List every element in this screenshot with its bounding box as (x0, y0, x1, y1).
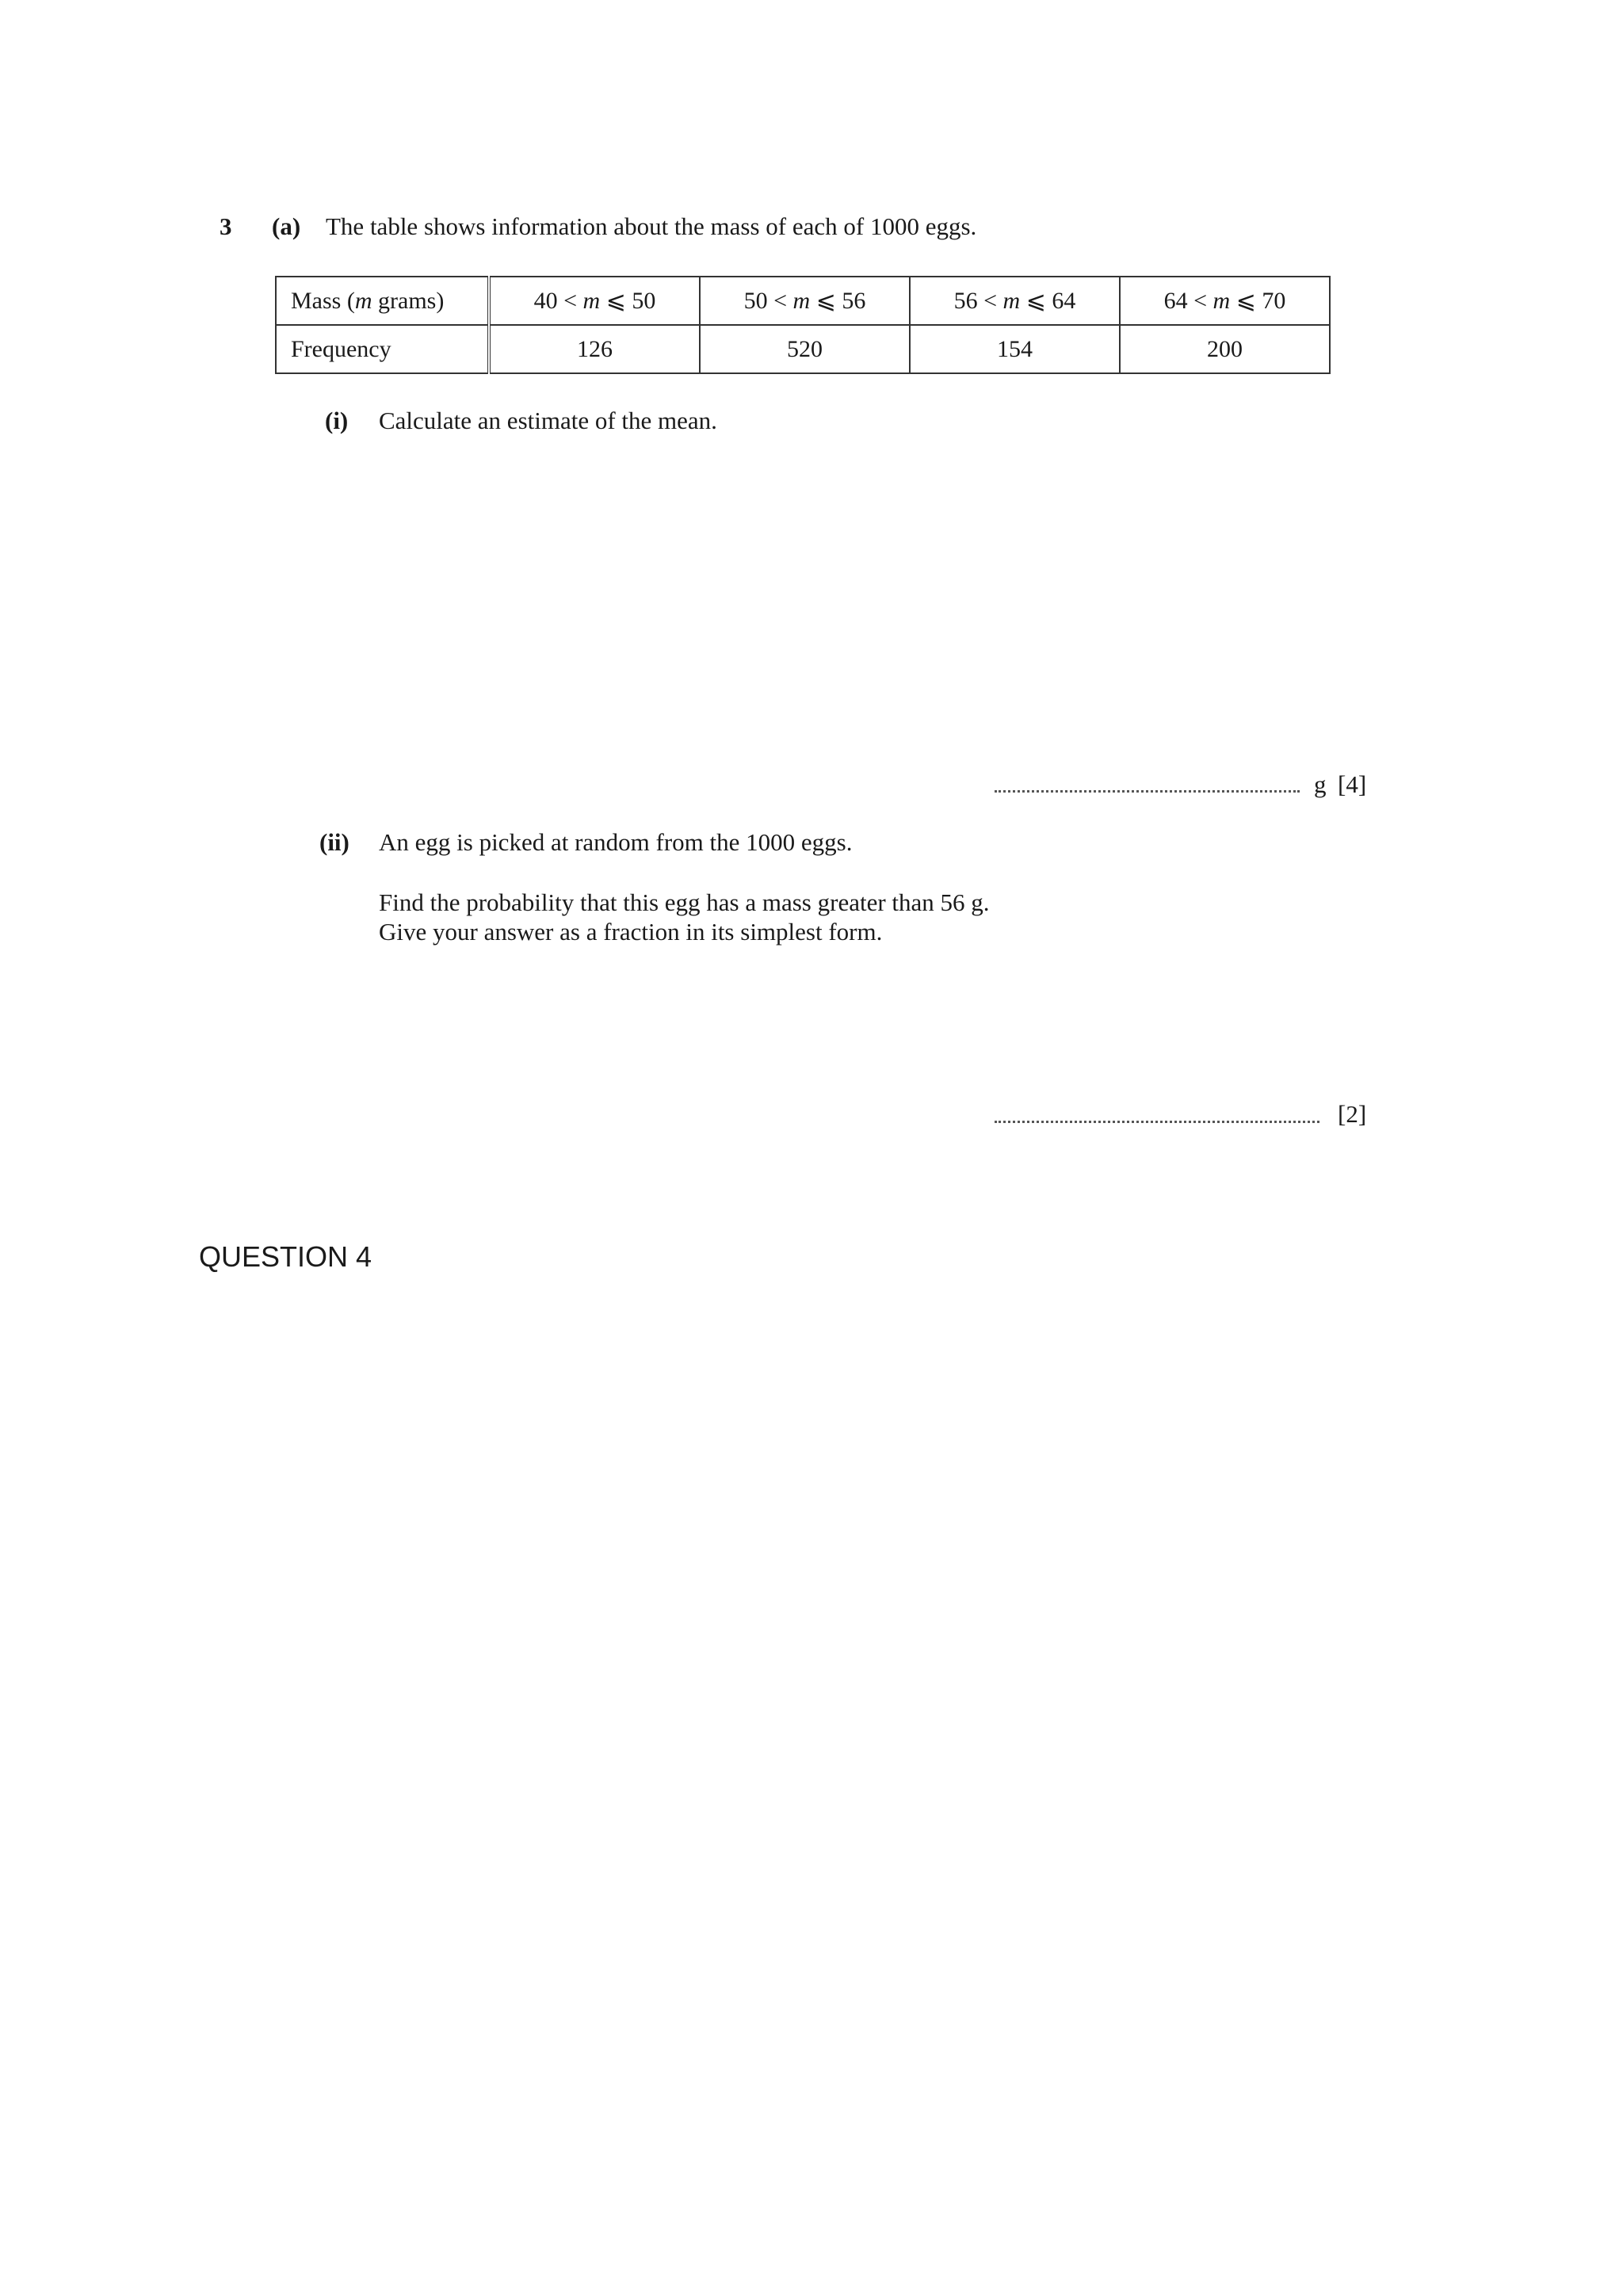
next-question-heading: QUESTION 4 (199, 1240, 372, 1273)
part-ii-text: An egg is picked at random from the 1000 eggs. (379, 828, 853, 856)
mass-header-cell: Mass (m grams) (276, 277, 489, 325)
part-ii-label: (ii) (319, 828, 349, 856)
mass-frequency-table (275, 276, 1331, 374)
part-a-label: (a) (272, 212, 301, 240)
frequency-cell-4: 200 (1120, 325, 1330, 373)
question-number: 3 (220, 212, 232, 240)
table-row-mass (276, 277, 1330, 325)
interval-cell-4: 64 < m ⩽ 70 (1120, 277, 1330, 325)
table-row-frequency (276, 325, 1330, 373)
interval-cell-1: 40 < m ⩽ 50 (489, 277, 700, 325)
part-a-text: The table shows information about the mass of each of 1000 eggs. (326, 212, 977, 240)
frequency-header-cell: Frequency (276, 325, 489, 373)
frequency-cell-2: 520 (700, 325, 910, 373)
frequency-cell-1: 126 (489, 325, 700, 373)
marks-part-i: [4] (1338, 770, 1367, 798)
marks-part-ii: [2] (1338, 1100, 1367, 1128)
answer-line-mean[interactable] (995, 790, 1300, 793)
part-i-text: Calculate an estimate of the mean. (379, 407, 717, 434)
frequency-cell-3: 154 (910, 325, 1120, 373)
part-i-label: (i) (325, 407, 349, 434)
interval-cell-2: 50 < m ⩽ 56 (700, 277, 910, 325)
answer-line-probability[interactable] (995, 1121, 1319, 1123)
answer-unit: g (1314, 770, 1327, 798)
part-ii-instruction: Find the probability that this egg has a mass greater than 56 g. (379, 888, 990, 916)
part-ii-format-note: Give your answer as a fraction in its simplest form. (379, 918, 883, 946)
interval-cell-3: 56 < m ⩽ 64 (910, 277, 1120, 325)
